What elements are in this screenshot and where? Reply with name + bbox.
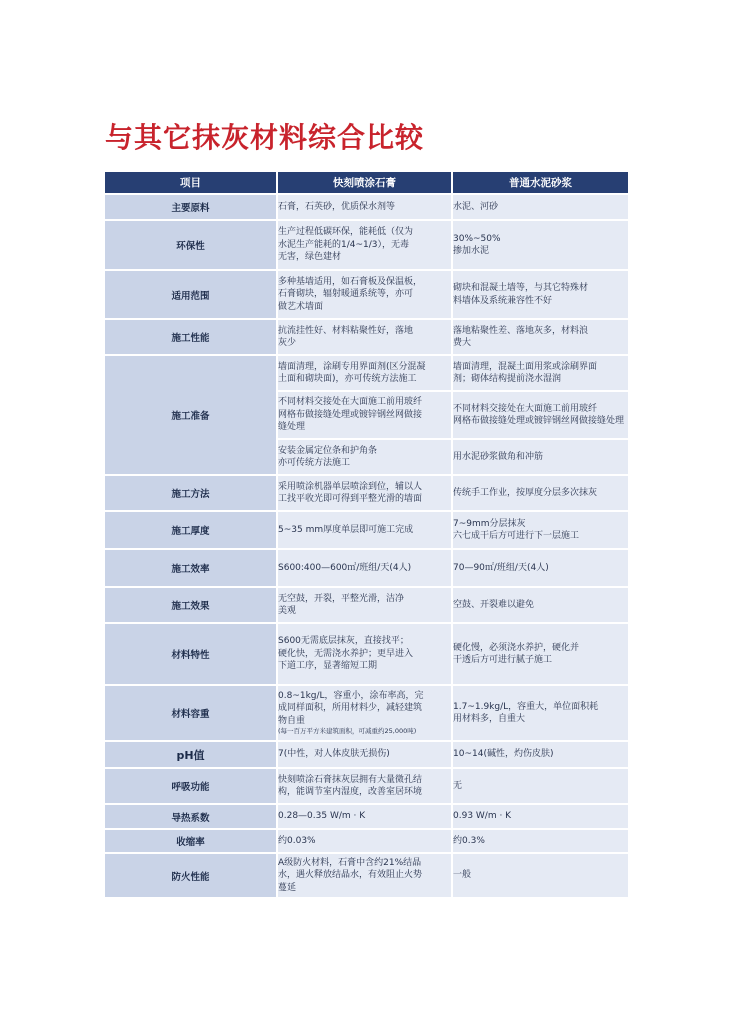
row-label: 适用范围 <box>104 270 277 319</box>
row-label: 施工效率 <box>104 549 277 587</box>
page-title: 与其它抹灰材料综合比较 <box>105 121 425 154</box>
cement-cell: 空鼓、开裂难以避免 <box>452 587 629 623</box>
header-item: 项目 <box>104 171 277 194</box>
gypsum-cell: 墙面清理，涂刷专用界面剂(区分混凝 土面和砌块面)，亦可传统方法施工 <box>277 355 452 391</box>
header-cement-mortar: 普通水泥砂浆 <box>452 171 629 194</box>
cement-cell: 约0.3% <box>452 829 629 853</box>
cement-cell: 用水泥砂浆做角和冲筋 <box>452 439 629 475</box>
gypsum-cell: S600无需底层抹灰，直接找平； 硬化快，无需浇水养护；更早进入 下道工序，显著缩短工期 <box>277 623 452 685</box>
table-row <box>104 355 629 391</box>
table-row <box>104 270 629 319</box>
row-label: pH值 <box>104 741 277 768</box>
row-label: 材料容重 <box>104 685 277 741</box>
table-row <box>104 549 629 587</box>
cement-cell: 一般 <box>452 853 629 898</box>
row-label: 导热系数 <box>104 804 277 829</box>
table-row <box>104 587 629 623</box>
gypsum-cell: 7(中性，对人体皮肤无损伤) <box>277 741 452 768</box>
gypsum-cell: 不同材料交接处在大面施工前用玻纤 网格布做接缝处理或镀锌钢丝网做接 缝处理 <box>277 391 452 439</box>
gypsum-cell: 快刻喷涂石膏抹灰层拥有大量微孔结 构，能调节室内湿度，改善室居环境 <box>277 768 452 804</box>
table-row <box>104 319 629 355</box>
cement-cell: 砌块和混凝土墙等，与其它特殊材 料墙体及系统兼容性不好 <box>452 270 629 319</box>
cement-cell: 墙面清理，混凝土面用浆或涂刷界面 剂；砌体结构提前浇水湿润 <box>452 355 629 391</box>
table-row <box>104 829 629 853</box>
row-label: 施工效果 <box>104 587 277 623</box>
gypsum-cell: 0.8~1kg/L，容重小，涂布率高，完 成同样面积，所用材料少，减轻建筑 物自重 (每一百万平方米建筑面积，可减重约25,000吨) <box>277 685 452 741</box>
row-label: 施工方法 <box>104 475 277 511</box>
row-label: 材料特性 <box>104 623 277 685</box>
cement-cell: 传统手工作业，按厚度分层多次抹灰 <box>452 475 629 511</box>
table-row <box>104 220 629 270</box>
gypsum-cell: 抗流挂性好、材料粘聚性好，落地 灰少 <box>277 319 452 355</box>
cement-cell: 1.7~1.9kg/L，容重大，单位面积耗 用材料多，自重大 <box>452 685 629 741</box>
table-row <box>104 685 629 741</box>
row-label: 施工准备 <box>104 355 277 475</box>
cement-cell: 70—90㎡/班组/天(4人) <box>452 549 629 587</box>
gypsum-cell: 多种基墙适用，如石膏板及保温板， 石膏砌块，辐射暖通系统等，亦可 做艺术墙面 <box>277 270 452 319</box>
cement-cell: 无 <box>452 768 629 804</box>
cement-cell: 水泥、河砂 <box>452 194 629 220</box>
gypsum-cell: 约0.03% <box>277 829 452 853</box>
row-label: 施工性能 <box>104 319 277 355</box>
cement-cell: 0.93 W/m · K <box>452 804 629 829</box>
table-row <box>104 511 629 549</box>
cement-cell: 落地粘聚性差、落地灰多，材料浪 费大 <box>452 319 629 355</box>
gypsum-cell: 石膏，石英砂，优质保水剂等 <box>277 194 452 220</box>
cement-cell: 30%~50% 掺加水泥 <box>452 220 629 270</box>
gypsum-cell: 5~35 mm厚度单层即可施工完成 <box>277 511 452 549</box>
cement-cell: 7~9mm分层抹灰 六七成干后方可进行下一层施工 <box>452 511 629 549</box>
table-row <box>104 623 629 685</box>
header-gypsum: 快刻喷涂石膏 <box>277 171 452 194</box>
table-header <box>104 171 629 194</box>
gypsum-cell: 采用喷涂机器单层喷涂到位，辅以人 工找平收光即可得到平整光滑的墙面 <box>277 475 452 511</box>
cement-cell: 硬化慢，必须浇水养护，硬化并 干透后方可进行腻子施工 <box>452 623 629 685</box>
table-row <box>104 853 629 898</box>
table-row <box>104 768 629 804</box>
gypsum-cell: S600:400—600㎡/班组/天(4人) <box>277 549 452 587</box>
gypsum-cell: 安装金属定位条和护角条 亦可传统方法施工 <box>277 439 452 475</box>
gypsum-cell: 0.28—0.35 W/m · K <box>277 804 452 829</box>
gypsum-cell: 无空鼓，开裂，平整光滑，洁净 美观 <box>277 587 452 623</box>
table-row <box>104 741 629 768</box>
row-label: 施工厚度 <box>104 511 277 549</box>
table-body <box>104 194 629 898</box>
row-label: 环保性 <box>104 220 277 270</box>
cement-cell: 不同材料交接处在大面施工前用玻纤 网格布做接缝处理或镀锌钢丝网做接缝处理 <box>452 391 629 439</box>
row-label: 呼吸功能 <box>104 768 277 804</box>
weight-note: (每一百万平方米建筑面积，可减重约25,000吨) <box>278 727 417 736</box>
header-row <box>104 171 629 194</box>
cement-cell: 10~14(碱性，灼伤皮肤) <box>452 741 629 768</box>
comparison-table <box>103 170 630 899</box>
row-label: 主要原料 <box>104 194 277 220</box>
row-label: 防火性能 <box>104 853 277 898</box>
table-row <box>104 475 629 511</box>
table-row <box>104 804 629 829</box>
gypsum-cell: 生产过程低碳环保，能耗低（仅为 水泥生产能耗的1/4~1/3），无毒 无害，绿色建材 <box>277 220 452 270</box>
row-label: 收缩率 <box>104 829 277 853</box>
table-row <box>104 194 629 220</box>
gypsum-cell: A级防火材料，石膏中含约21%结晶 水，遇火释放结晶水，有效阻止火势 蔓延 <box>277 853 452 898</box>
